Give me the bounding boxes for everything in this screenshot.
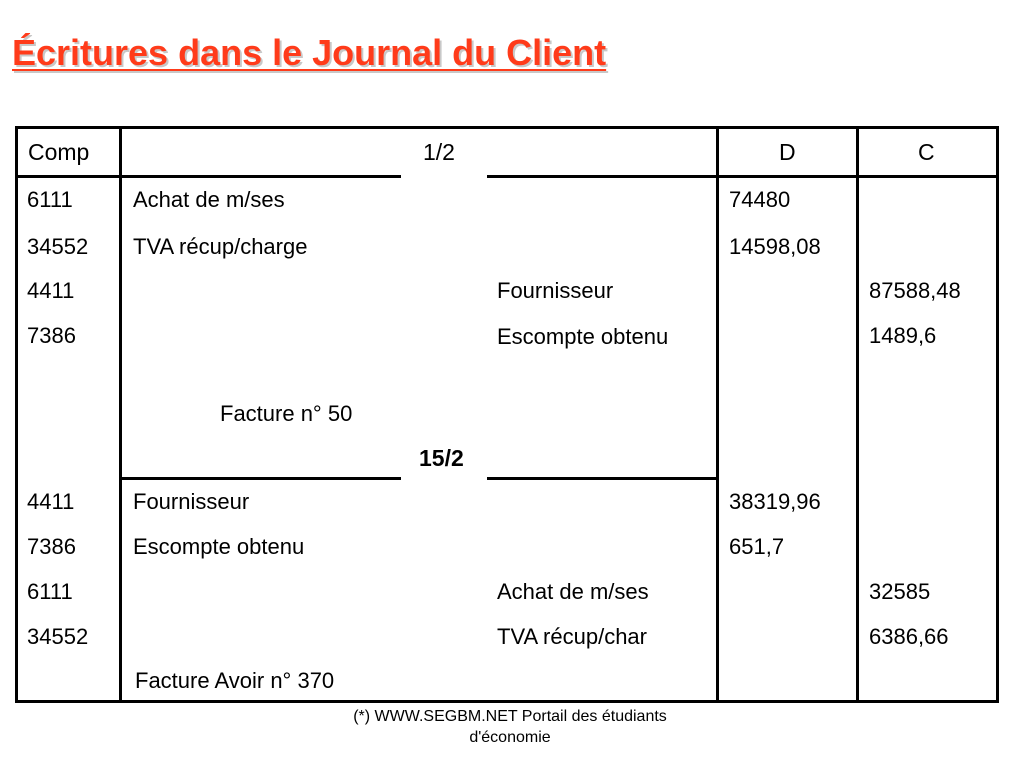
account-number: 34552 <box>27 234 89 259</box>
credit-amount: 32585 <box>869 579 931 604</box>
header-date: 1/2 <box>423 139 455 165</box>
credit-amount: 1489,6 <box>869 323 937 348</box>
account-number: 6111 <box>27 579 73 604</box>
header-rule-right <box>487 175 718 178</box>
account-number: 4411 <box>27 489 75 514</box>
account-number: 7386 <box>27 323 76 348</box>
column-divider-comp <box>119 126 122 703</box>
entry-date: 15/2 <box>419 445 464 471</box>
account-number: 7386 <box>27 534 76 559</box>
column-divider-debit <box>856 126 859 703</box>
page-title: Écritures dans le Journal du Client <box>12 32 607 73</box>
debit-account-label: TVA récup/charge <box>133 234 308 259</box>
footer-credit: (*) WWW.SEGBM.NET Portail des étudiants d'économie <box>353 708 667 746</box>
column-divider-label <box>716 126 719 703</box>
account-number: 4411 <box>27 278 75 303</box>
invoice-reference: Facture n° 50 <box>220 401 353 426</box>
date-separator-left <box>119 477 401 480</box>
debit-amount: 651,7 <box>729 534 785 559</box>
header-debit: D <box>779 139 796 165</box>
debit-account-label: Achat de m/ses <box>133 187 285 212</box>
credit-account-label: Achat de m/ses <box>497 579 649 604</box>
debit-amount: 14598,08 <box>729 234 821 259</box>
account-number: 34552 <box>27 624 89 649</box>
header-comp: Comp <box>28 139 90 165</box>
credit-account-label: TVA récup/char <box>497 624 647 649</box>
debit-amount: 38319,96 <box>729 489 821 514</box>
credit-amount: 87588,48 <box>869 278 961 303</box>
credit-amount: 6386,66 <box>869 624 949 649</box>
invoice-reference: Facture Avoir n° 370 <box>135 668 335 693</box>
debit-account-label: Escompte obtenu <box>133 534 305 559</box>
account-number: 6111 <box>27 187 73 212</box>
header-rule-dc <box>716 175 999 178</box>
header-rule-left <box>119 175 401 178</box>
debit-amount: 74480 <box>729 187 791 212</box>
credit-account-label: Escompte obtenu <box>497 324 669 349</box>
debit-account-label: Fournisseur <box>133 489 250 514</box>
header-credit: C <box>918 139 935 165</box>
credit-account-label: Fournisseur <box>497 278 614 303</box>
header-rule-comp <box>15 175 121 178</box>
date-separator-right <box>487 477 718 480</box>
